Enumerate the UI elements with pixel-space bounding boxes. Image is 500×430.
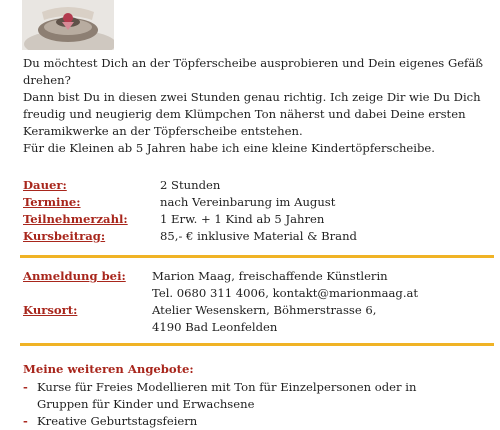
offers-list xyxy=(23,379,493,430)
offers-title: Meine weiteren Angebote: xyxy=(23,362,194,376)
location-label: Kursort: xyxy=(23,303,78,317)
bullet-dash-icon: - xyxy=(23,380,28,394)
detail-row-fee xyxy=(23,228,493,245)
intro-kids-note: Für die Kleinen ab 5 Jahren habe ich eine kleine Kindertöpferscheibe. xyxy=(23,141,435,155)
course-photo xyxy=(22,0,114,50)
location-line2: 4190 Bad Leonfelden xyxy=(152,320,278,334)
offer-item-text: Kreative Geburtstagsfeiern xyxy=(37,414,198,428)
duration-value: 2 Stunden xyxy=(160,178,221,192)
fee-label: Kursbeitrag: xyxy=(23,229,106,243)
course-details xyxy=(23,177,493,245)
dates-value: nach Vereinbarung im August xyxy=(160,195,336,209)
offer-item-text: Kurse für Freies Modellieren mit Ton für Einzelpersonen oder in xyxy=(37,380,417,394)
detail-row-duration xyxy=(23,177,493,194)
offer-item xyxy=(23,413,493,430)
pottery-wheel-photo xyxy=(22,0,114,50)
bullet-dash-icon: - xyxy=(23,414,28,428)
contact-details xyxy=(23,268,493,336)
fee-value: 85,- € inklusive Material & Brand xyxy=(160,229,357,243)
offer-item-text: Gruppen für Kinder und Erwachsene xyxy=(37,397,255,411)
dates-label: Termine: xyxy=(23,195,81,209)
duration-label: Dauer: xyxy=(23,178,67,192)
registration-contact: Tel. 0680 311 4006, kontakt@marionmaag.at xyxy=(152,286,419,300)
contact-row-location xyxy=(23,302,493,319)
intro-text: Dann bist Du in diesen zwei Stunden genau richtig. Ich zeige Dir wie Du Dich freudig und neugierig dem Klümpchen Ton näherst und dabei Deine ersten Keramikwerke an der Töpferscheibe entstehen. xyxy=(23,90,481,138)
section-divider-2 xyxy=(20,343,494,346)
intro-question: Du möchtest Dich an der Töpferscheibe ausprobieren und Dein eigenes Gefäß drehen? xyxy=(23,56,484,87)
detail-row-participants xyxy=(23,211,493,228)
contact-row-location-2 xyxy=(23,319,493,336)
participants-label: Teilnehmerzahl: xyxy=(23,212,128,226)
detail-row-dates xyxy=(23,194,493,211)
contact-row-registration xyxy=(23,268,493,285)
registration-name: Marion Maag, freischaffende Künstlerin xyxy=(152,269,388,283)
location-line1: Atelier Wesenskern, Böhmerstrasse 6, xyxy=(152,303,377,317)
course-description xyxy=(23,55,493,157)
offer-item xyxy=(23,379,493,396)
participants-value: 1 Erw. + 1 Kind ab 5 Jahren xyxy=(160,212,325,226)
contact-row-phone-email xyxy=(23,285,493,302)
registration-label: Anmeldung bei: xyxy=(23,269,126,283)
offer-item-continuation xyxy=(23,396,493,413)
section-divider xyxy=(20,255,494,258)
